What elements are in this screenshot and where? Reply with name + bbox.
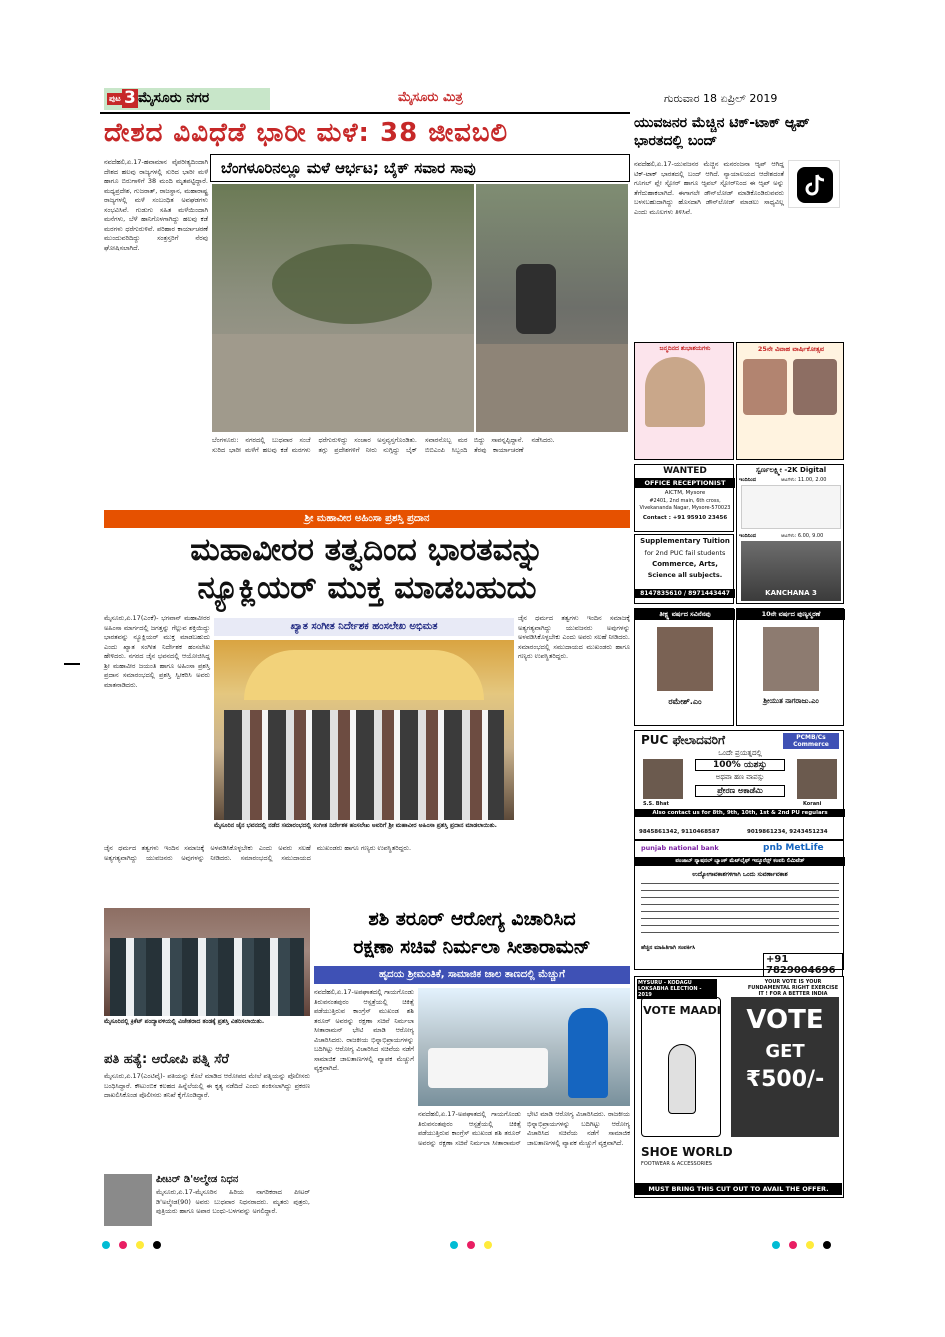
puc-pass: 100% ಯಶಸ್ಸು [695,759,785,771]
puc-person-1-photo [643,759,683,799]
vote-footer: MUST BRING THIS CUT OUT TO AVAIL THE OFFER. [635,1183,842,1195]
cinema-label-2: ಇಂದಿನಿಂದ [739,533,756,539]
hospital-visit-photo [418,988,630,1106]
rider-shape [516,264,556,334]
pnb-ad [634,840,844,976]
yellow-dot [136,1241,144,1249]
wanted-address-1: #2401, 2nd main, 6th cross, [649,498,721,504]
tuition-line-2: Commerce, Arts, [652,560,718,568]
page-header [104,88,844,110]
tuition-ad [634,534,734,604]
remembrance-2-name: ಶ್ರೀಯುತ ನಾಗರಾಜು.ಎಂ [763,697,819,705]
vote-badge [641,997,721,1137]
hospital-bed [428,1048,548,1088]
tiktok-logo-box [788,160,840,208]
vote-get: GET [765,1041,805,1062]
water-shape [212,334,474,432]
vote-ad [634,976,844,1198]
lead-body: ನವದೆಹಲಿ,ಏ.17-ಹವಾಮಾನ ವೈಪರೀತ್ಯದಿಂದಾಗಿ ದೇಶದ ಹಲವು ರಾಜ್ಯಗಳಲ್ಲಿ ಸುರಿದ ಭಾರೀ ಮಳೆ ಹಾಗೂ ಬಿರುಗಾಳಿಗೆ 38 ಮಂದಿ ಮೃತಪಟ್ಟಿದ್ದಾರೆ. ಮಧ್ಯಪ್ರದೇಶ, ಗುಜರಾತ್, ರಾಜಸ್ಥಾನ, ಮಹಾರಾಷ್ಟ್ರ ರಾಜ್ಯಗಳಲ್ಲಿ ಮಳೆ ಸಂಬಂಧಿತ ಅವಘಡಗಳು ಸಂಭವಿಸಿವೆ. ಗುಡುಗು ಸಹಿತ ಮಳೆಯಿಂದಾಗಿ ಮನೆಗಳು, ಬೆಳೆ ಹಾನಿಗೊಳಗಾಗಿದ್ದು ಹಲವು ಕಡೆ ಮರಗಳು ಧರೆಗುರುಳಿವೆ. ಪರಿಹಾರ ಕಾರ್ಯಾಚರಣೆ ಮುಂದುವರಿದಿದ್ದು ಸಂತ್ರಸ್ತರಿಗೆ ನೆರವು ಘೋಷಿಸಲಾಗಿದೆ. [104,158,208,252]
mahaveera-subhead: ಖ್ಯಾತ ಸಂಗೀತ ನಿರ್ದೇಶಕ ಹಂಸಲೇಖ ಅಭಿಮತ [214,618,514,636]
wanted-title: WANTED [663,466,707,476]
cinema-label-1: ಇಂದಿನಿಂದ [739,477,756,483]
cinema-ad [736,464,844,604]
yellow-dot [806,1241,814,1249]
wanted-ad [634,464,734,532]
mahaveera-headline-2: ನ್ಯೂಕ್ಲಿಯರ್ ಮುಕ್ತ ಮಾಡಬಹುದು [197,570,537,606]
inked-finger-icon [668,1044,696,1114]
cricket-caption: ಮೈಸೂರಿನಲ್ಲಿ ಕ್ರಿಕೆಟ್ ಪಂದ್ಯಾವಳಿಯಲ್ಲಿ ವಿಜೇತರಾದ ತಂಡಕ್ಕೆ ಪ್ರಶಸ್ತಿ ವಿತರಿಸಲಾಯಿತು. [104,1018,265,1025]
pnb-call-label: ಹೆಚ್ಚಿನ ಮಾಹಿತಿಗಾಗಿ ಸಂಪರ್ಕಿಸಿ [641,945,696,951]
anniversary-title: 25ನೇ ವಿವಾಹ ವಾರ್ಷಿಕೋತ್ಸವ [757,345,825,353]
vote-slogan: YOUR VOTE IS YOUR FUNDAMENTAL RIGHT EXERCISE IT ! FOR A BETTER INDIA [747,979,839,997]
remembrance-ad-2 [736,608,844,726]
road-shape [476,344,628,432]
puc-tag: PCMB/Cs Commerce [783,733,839,749]
pnb-body-lines [641,883,839,939]
puc-phone-2: 9019861234, 9243451234 [747,829,828,835]
tuition-phones: 8147835610 / 8971443447 [635,589,735,598]
cinema-movie: KANCHANA 3 [765,589,817,597]
tuition-title: Supplementary Tuition [640,537,730,545]
pnb-bank: punjab national bank [641,844,719,852]
black-dot [823,1241,831,1249]
puc-phone-1: 9845861342, 9110468587 [639,829,720,835]
puc-subtitle: ಒಂದೇ ಪ್ರಯತ್ನದಲ್ಲಿ [718,749,762,757]
lead-subheadline: ಬೆಂಗಳೂರಿನಲ್ಲೂ ಮಳೆ ಆರ್ಭಟ; ಬೈಕ್ ಸವಾರ ಸಾವು [221,159,476,177]
registration-marks-right [770,1234,850,1246]
tiktok-icon [797,167,833,203]
puc-title: PUC ಫೇಲಾದವರಿಗೆ [641,733,725,747]
puc-person-2: Korani [803,801,822,807]
magenta-dot [467,1241,475,1249]
vote-store: SHOE WORLD [641,1145,733,1159]
lead-body-2: ಬೆಂಗಳೂರು: ನಗರದಲ್ಲಿ ಬುಧವಾರ ಸಂಜೆ ಸುರಿದ ಭಾರೀ ಮಳೆಗೆ ಹಲವು ಕಡೆ ಮರಗಳು ಧರೆಗುರುಳಿದ್ದು ಸಂಚಾರ ಅಸ್ತವ್ಯಸ್ತಗೊಂಡಿತು. ತಗ್ಗು ಪ್ರದೇಶಗಳಿಗೆ ನೀರು ನುಗ್ಗಿದ್ದು ಬೈಕ್ ಸವಾರನೊಬ್ಬ ಮರ ಬಿದ್ದು ಸಾವನ್ನಪ್ಪಿದ್ದಾನೆ. ಬಿಬಿಎಂಪಿ ಸಿಬ್ಬಂದಿ ತೆರವು ಕಾರ್ಯಾಚರಣೆ ನಡೆಸಿದರು. [212,436,555,454]
lead-headline: ದೇಶದ ವಿವಿಧೆಡೆ ಭಾರೀ ಮಳೆ: 38 ಜೀವಬಲಿ [104,118,509,148]
obituary-photo [104,1174,152,1226]
wanted-address-2: Vivekananda Nagar, Mysore-570023 [639,505,731,511]
issue-date: ಗುರುವಾರ 18 ಏಪ್ರಿಲ್ 2019 [664,92,778,105]
masthead: ಮೈಸೂರು ಮಿತ್ರ [398,90,463,105]
vote-store-sub: FOOTWEAR & ACCESSORIES [641,1161,712,1167]
cinema-times-1: ಆಟಗಳು: 11.00, 2.00 [781,477,827,483]
margin-tick [64,663,80,665]
puc-ad [634,730,844,840]
flood-photo [212,184,474,432]
vote-maadi: VOTE MAADI [643,1004,721,1017]
stage-backdrop [244,650,484,700]
tuition-line-3: Science all subjects. [647,571,723,579]
puc-refund: ಅಥವಾ ಹಣ ವಾಪಸ್ಸು [715,773,765,781]
cyan-dot [772,1241,780,1249]
cinema-poster-1 [741,485,841,529]
tharoor-subhead: ಹೃದಯ ಶ್ರೀಮಂತಿಕೆ, ಸಾಮಾಜಿಕ ಜಾಲ ತಾಣದಲ್ಲಿ ಮೆಚ್ಚುಗೆ [314,966,630,984]
people-group [224,710,504,820]
yellow-dot [484,1241,492,1249]
cinema-times-2: ಆಟಗಳು: 6.00, 9.00 [781,533,824,539]
puc-academy: ಪ್ರೇರಣ ಅಕಾಡೆಮಿ [695,785,785,797]
award-ceremony-photo [214,640,514,820]
fallen-tree-shape [272,244,432,324]
tuition-line-1: for 2nd PUC fail students [644,549,726,557]
black-dot [153,1241,161,1249]
traffic-photo [476,184,628,432]
pete-body: ಮೈಸೂರು,ಏ.17-ಮೈಸೂರಿನ ಹಿರಿಯ ನಾಗರಿಕರಾದ ಪೀಟರ್ ಡಿ'ಅಲ್ಮೇಡ(90) ಅವರು ಬುಧವಾರ ನಿಧನರಾದರು. ಮೃತರು ಪುತ್ರರು, ಪುತ್ರಿಯರು ಹಾಗೂ ಅಪಾರ ಬಂಧು-ಬಳಗವನ್ನು ಅಗಲಿದ್ದಾರೆ. [156,1188,310,1215]
pnb-tagline: ಉದ್ಯೋಗಾವಕಾಶಗಳಿಗಾಗಿ ಒಂದು ಸುವರ್ಣಾವಕಾಶ [692,871,788,878]
visitor-figure [568,1008,608,1098]
remembrance-2-photo [763,627,819,691]
pnb-phone: +91 7829004696 [763,953,843,977]
magenta-dot [119,1241,127,1249]
anniversary-photo-1 [743,359,787,415]
players-group [110,938,304,1016]
mahaveera-headline-1: ಮಹಾವೀರರ ತತ್ವದಿಂದ ಭಾರತವನ್ನು [190,532,544,568]
pete-headline: ಪೀಟರ್ ಡಿ'ಅಲ್ಮೇಡ ನಿಧನ [156,1174,239,1185]
anniversary-ad [736,342,844,460]
cinema-title: ಸ್ವರ್ಣಲಕ್ಷ್ಮೀ -2K Digital [755,466,827,474]
pnb-headline: ಪಂಜಾಬ್ ನ್ಯಾಷನಲ್ ಬ್ಯಾಂಕ್ ಮೆಟ್‌ಲೈಫ್ ಇನ್ಶೂರೆನ್ಸ್ ಕಂಪನಿ ಲಿಮಿಟೆಡ್ [635,857,845,866]
puc-person-2-photo [797,759,837,799]
wanted-company: AICTM, Mysore [664,490,706,496]
registration-marks-center [448,1234,508,1246]
award-strip-label: ಶ್ರೀ ಮಹಾವೀರ ಅಹಿಂಸಾ ಪ್ರಶಸ್ತಿ ಪ್ರದಾನ [304,513,430,524]
tharoor-headline-2: ರಕ್ಷಣಾ ಸಚಿವೆ ನಿರ್ಮಲಾ ಸೀತಾರಾಮನ್ [353,936,591,958]
remembrance-1-name: ರಮೇಶ್.ಎಂ [668,697,702,706]
wanted-contact: Contact : +91 95910 23456 [642,515,728,521]
birthday-photo [645,357,705,427]
remembrance-1-photo [657,627,713,691]
page-label: ಪುಟ [109,94,121,103]
tiktok-headline: ಯುವಜನರ ಮೆಚ್ಚಿನ ಟಿಕ್-ಟಾಕ್ ಆ್ಯಪ್ ಭಾರತದಲ್ಲಿ ಬಂದ್ [634,115,810,149]
vote-offer-box [731,997,839,1137]
mahaveera-body: ಮೈಸೂರು,ಏ.17(ಎಂಕೆ)- ಭಗವಾನ್ ಮಹಾವೀರರ ಅಹಿಂಸಾ ಮಾರ್ಗದಲ್ಲಿ ಜಗತ್ತನ್ನು ಗೆಲ್ಲುವ ಶಕ್ತಿಯಿದ್ದು ಭಾರತವನ್ನು ನ್ಯೂಕ್ಲಿಯರ್ ಮುಕ್ತ ಮಾಡಬಹುದು ಎಂದು ಖ್ಯಾತ ಸಂಗೀತ ನಿರ್ದೇಶಕ ಹಂಸಲೇಖ ಹೇಳಿದರು. ನಗರದ ಜೈನ ಭವನದಲ್ಲಿ ಆಯೋಜಿಸಿದ್ದ ಶ್ರೀ ಮಹಾವೀರ ಜಯಂತಿ ಹಾಗೂ ಅಹಿಂಸಾ ಪ್ರಶಸ್ತಿ ಪ್ರದಾನ ಸಮಾರಂಭದಲ್ಲಿ ಪ್ರಶಸ್ತಿ ಸ್ವೀಕರಿಸಿ ಅವರು ಮಾತನಾಡಿದರು. [104,614,210,689]
birthday-ad [634,342,734,460]
page-number: 3 [124,88,136,108]
mahaveera-body-right: ಜೈನ ಧರ್ಮದ ತತ್ವಗಳು ಇಂದಿನ ಸಮಾಜಕ್ಕೆ ಅತ್ಯಗತ್ಯವಾಗಿದ್ದು ಯುವಜನರು ಅವುಗಳನ್ನು ಅಳವಡಿಸಿಕೊಳ್ಳಬೇಕು ಎಂದು ಅವರು ಸಲಹೆ ನೀಡಿದರು. ಸಮಾರಂಭದಲ್ಲಿ ಸಮುದಾಯದ ಮುಖಂಡರು ಹಾಗೂ ಗಣ್ಯರು ಉಪಸ್ಥಿತರಿದ್ದರು. [518,614,630,660]
section-label-bar [104,88,270,110]
wanted-role: OFFICE RECEPTIONIST [635,478,735,488]
lead-subhead-box [210,154,630,182]
mahaveera-body-lower: ಜೈನ ಧರ್ಮದ ತತ್ವಗಳು ಇಂದಿನ ಸಮಾಜಕ್ಕೆ ಅತ್ಯಗತ್ಯವಾಗಿದ್ದು ಯುವಜನರು ಅವುಗಳನ್ನು ಅಳವಡಿಸಿಕೊಳ್ಳಬೇಕು ಎಂದು ಅವರು ಸಲಹೆ ನೀಡಿದರು. ಸಮಾರಂಭದಲ್ಲಿ ಸಮುದಾಯದ ಮುಖಂಡರು ಹಾಗೂ ಗಣ್ಯರು ಉಪಸ್ಥಿತರಿದ್ದರು. [104,844,412,862]
vote-top: MYSURU - KODAGU LOKSABHA ELECTION - 2019 [637,979,717,999]
pnb-partner: pnb MetLife [763,843,824,853]
section-name: ಮೈಸೂರು ನಗರ [138,90,210,106]
cricket-team-photo [104,908,310,1016]
pathi-body: ಮೈಸೂರು,ಏ.17(ಎಂಟಿವೈ)- ಪತಿಯನ್ನು ಕೊಲೆ ಮಾಡಿದ ಆರೋಪದ ಮೇಲೆ ಪತ್ನಿಯನ್ನು ಪೊಲೀಸರು ಬಂಧಿಸಿದ್ದಾರೆ. ಕೌಟುಂಬಿಕ ಕಲಹದ ಹಿನ್ನೆಲೆಯಲ್ಲಿ ಈ ಕೃತ್ಯ ನಡೆದಿದೆ ಎಂದು ಶಂಕಿಸಲಾಗಿದ್ದು ಪ್ರಕರಣ ದಾಖಲಿಸಿಕೊಂಡ ಪೊಲೀಸರು ತನಿಖೆ ಕೈಗೊಂಡಿದ್ದಾರೆ. [104,1072,310,1099]
mahaveera-caption: ಮೈಸೂರಿನ ಜೈನ ಭವನದಲ್ಲಿ ನಡೆದ ಸಮಾರಂಭದಲ್ಲಿ ಸಂಗೀತ ನಿರ್ದೇಶಕ ಹಂಸಲೇಖ ಅವರಿಗೆ ಶ್ರೀ ಮಹಾವೀರ ಅಹಿಂಸಾ ಪ್ರಶಸ್ತಿ ಪ್ರದಾನ ಮಾಡಲಾಯಿತು. [214,822,497,829]
registration-marks-left [100,1234,200,1246]
pathi-headline: ಪತಿ ಹತ್ಯೆ: ಆರೋಪಿ ಪತ್ನಿ ಸೆರೆ [104,1052,229,1067]
tharoor-body: ನವದೆಹಲಿ,ಏ.17-ಅಪಘಾತದಲ್ಲಿ ಗಾಯಗೊಂಡು ತಿರುವನಂತಪುರಂ ಆಸ್ಪತ್ರೆಯಲ್ಲಿ ಚಿಕಿತ್ಸೆ ಪಡೆಯುತ್ತಿರುವ ಕಾಂಗ್ರೆಸ್ ಮುಖಂಡ ಶಶಿ ತರೂರ್ ಅವರನ್ನು ರಕ್ಷಣಾ ಸಚಿವೆ ನಿರ್ಮಲಾ ಸೀತಾರಾಮನ್ ಭೇಟಿ ಮಾಡಿ ಆರೋಗ್ಯ ವಿಚಾರಿಸಿದರು. ರಾಜಕೀಯ ಭಿನ್ನಾಭಿಪ್ರಾಯಗಳನ್ನು ಬದಿಗಿಟ್ಟು ಆರೋಗ್ಯ ವಿಚಾರಿಸಿದ ಸಚಿವೆಯ ನಡೆಗೆ ಸಾಮಾಜಿಕ ಜಾಲತಾಣಗಳಲ್ಲಿ ವ್ಯಾಪಕ ಮೆಚ್ಚುಗೆ ವ್ಯಕ್ತವಾಗಿದೆ. [314,988,414,1072]
remembrance-2-title: 10ನೇ ವರ್ಷದ ಪುಣ್ಯಸ್ಮರಣೆ [737,609,845,620]
remembrance-1-title: ತೀಕ್ಷ್ಣ ವರ್ಷದ ಸವಿನೆನಪು [635,609,735,620]
vote-amount: ₹500/- [745,1067,825,1092]
remembrance-ad-1 [634,608,734,726]
puc-classes: Also contact us for 8th, 9th, 10th, 1st & 2nd PU regulars [635,809,845,817]
tharoor-body-2: ನವದೆಹಲಿ,ಏ.17-ಅಪಘಾತದಲ್ಲಿ ಗಾಯಗೊಂಡು ತಿರುವನಂತಪುರಂ ಆಸ್ಪತ್ರೆಯಲ್ಲಿ ಚಿಕಿತ್ಸೆ ಪಡೆಯುತ್ತಿರುವ ಕಾಂಗ್ರೆಸ್ ಮುಖಂಡ ಶಶಿ ತರೂರ್ ಅವರನ್ನು ರಕ್ಷಣಾ ಸಚಿವೆ ನಿರ್ಮಲಾ ಸೀತಾರಾಮನ್ ಭೇಟಿ ಮಾಡಿ ಆರೋಗ್ಯ ವಿಚಾರಿಸಿದರು. ರಾಜಕೀಯ ಭಿನ್ನಾಭಿಪ್ರಾಯಗಳನ್ನು ಬದಿಗಿಟ್ಟು ಆರೋಗ್ಯ ವಿಚಾರಿಸಿದ ಸಚಿವೆಯ ನಡೆಗೆ ಸಾಮಾಜಿಕ ಜಾಲತಾಣಗಳಲ್ಲಿ ವ್ಯಾಪಕ ಮೆಚ್ಚುಗೆ ವ್ಯಕ್ತವಾಗಿದೆ. [418,1110,630,1147]
tiktok-body: ನವದೆಹಲಿ,ಏ.17-ಯುವಜನರ ಮೆಚ್ಚಿನ ಮನರಂಜನಾ ಆ್ಯಪ್ ಆಗಿದ್ದ ಟಿಕ್-ಟಾಕ್ ಭಾರತದಲ್ಲಿ ಬಂದ್ ಆಗಿದೆ. ನ್ಯಾಯಾಲಯದ ಆದೇಶದಂತೆ ಗೂಗಲ್ ಪ್ಲೇ ಸ್ಟೋರ್ ಹಾಗೂ ಆ್ಯಪಲ್ ಸ್ಟೋರ್‌ನಿಂದ ಈ ಆ್ಯಪ್ ಅನ್ನು ತೆಗೆದುಹಾಕಲಾಗಿದೆ. ಈಗಾಗಲೇ ಡೌನ್‌ಲೋಡ್ ಮಾಡಿಕೊಂಡಿರುವವರು ಬಳಸಬಹುದಾಗಿದ್ದು ಹೊಸದಾಗಿ ಡೌನ್‌ಲೋಡ್ ಮಾಡಲು ಸಾಧ್ಯವಿಲ್ಲ ಎಂದು ಮೂಲಗಳು ತಿಳಿಸಿವೆ. [634,160,784,216]
cyan-dot [102,1241,110,1249]
cyan-dot [450,1241,458,1249]
magenta-dot [789,1241,797,1249]
award-strip [104,510,630,528]
vote-word: VOTE [746,1005,824,1035]
puc-person-1: S.S. Bhat [643,801,669,807]
anniversary-photo-2 [793,359,837,415]
tharoor-headline-1: ಶಶಿ ತರೂರ್ ಆರೋಗ್ಯ ವಿಚಾರಿಸಿದ [368,908,576,930]
birthday-title: ಜನ್ಮದಿನದ ಶುಭಾಶಯಗಳು [659,345,711,352]
